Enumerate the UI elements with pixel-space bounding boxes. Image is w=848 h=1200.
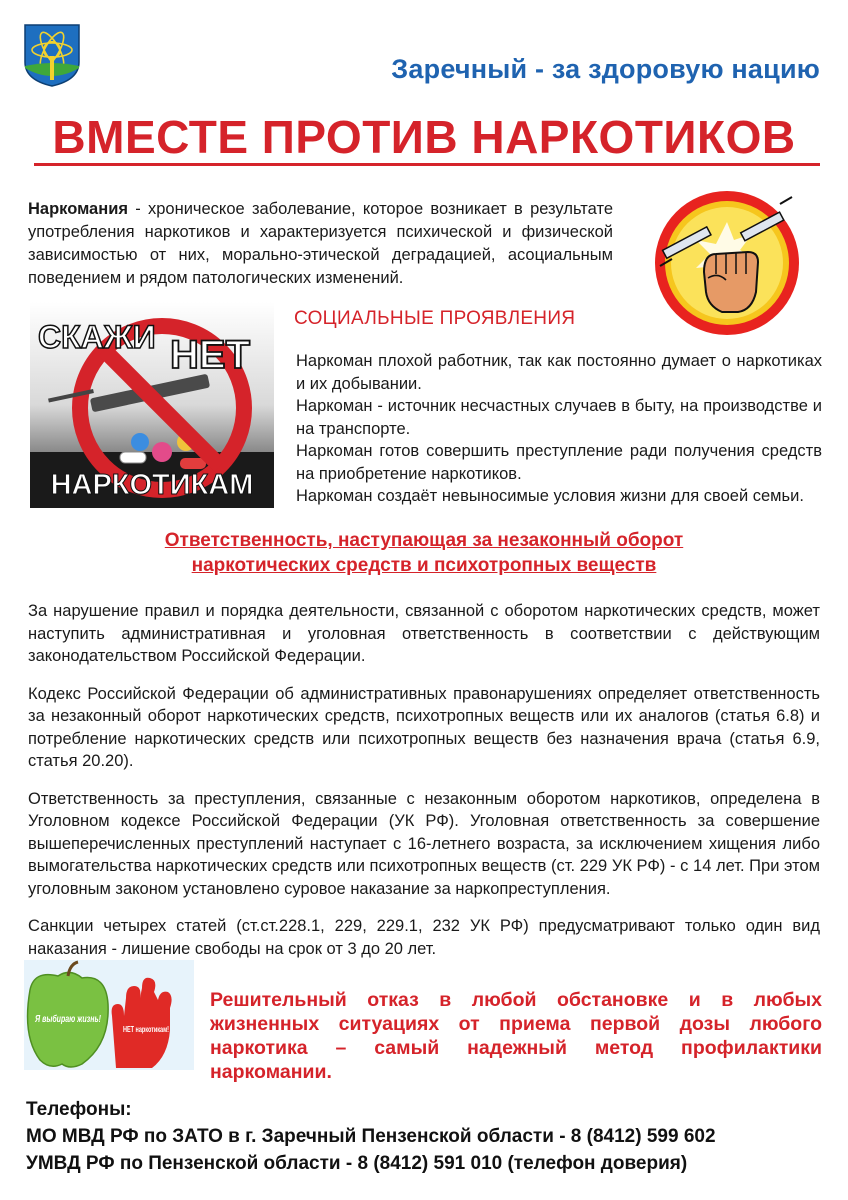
- responsibility-title: [0, 528, 848, 578]
- poster-drugs-text: НАРКОТИКАМ: [50, 469, 254, 501]
- broken-syringe-fist-icon: [652, 188, 802, 338]
- title-divider: [34, 163, 820, 166]
- social-item: Наркоман готов совершить преступление ради получения средств на приобретение наркотиков.: [296, 442, 822, 483]
- poster-say-text: СКАЖИ: [38, 319, 156, 355]
- social-list: [296, 350, 822, 508]
- law-paragraph: Санкции четырех статей (ст.ст.228.1, 229, 229.1, 232 УК РФ) предусматривают только один вид наказания - лишение свободы на срок от 3 до 20 лет.: [28, 917, 820, 958]
- phones-heading: Телефоны:: [26, 1099, 132, 1120]
- phone-line: УМВД РФ по Пензенской области - 8 (8412) 591 010 (телефон доверия): [26, 1153, 688, 1174]
- page-title: ВМЕСТЕ ПРОТИВ НАРКОТИКОВ: [52, 111, 796, 163]
- city-crest-icon: [22, 22, 82, 88]
- choose-life-apple-hand-image: [24, 960, 194, 1070]
- law-paragraph: Кодекс Российской Федерации об административных правонарушениях определяет ответственность за незаконный оборот наркотических средств, психотропных веществ или их аналогов (статья 6.8) и потребление наркотических средств или психотропных веществ без назначения врача (статья 6.9, статья 20.20).: [28, 684, 820, 770]
- social-item: Наркоман создаёт невыносимые условия жизни для своей семьи.: [296, 487, 804, 505]
- slogan: Заречный - за здоровую нацию: [391, 54, 820, 84]
- intro-definition: - хроническое заболевание, которое возникает в результате употребления наркотиков и характеризуется психической и физической зависимостью от них, морально-этической деградацией, асоциальным поведением и рядом патологических изменений.: [28, 200, 613, 287]
- say-no-to-drugs-poster: [30, 302, 274, 508]
- law-paragraph: Ответственность за преступления, связанные с незаконным оборотом наркотиков, определена в Уголовном кодексе Российской Федерации (УК РФ). Уголовная ответственность за совершение вышеперечисленных преступлений наступает с 16-летнего возраста, за исключением хищения либо вымогательства наркотических средств или психотропных веществ (ст. 229 УК РФ) - с 14 лет. При этом уголовным законом установлено суровое наказание за наркопреступления.: [28, 789, 820, 898]
- phone-line: МО МВД РФ по ЗАТО в г. Заречный Пензенской области - 8 (8412) 599 602: [26, 1126, 716, 1147]
- law-section: [28, 600, 820, 975]
- responsibility-title-line: наркотических средств и психотропных веществ: [191, 555, 657, 576]
- social-section-title: СОЦИАЛЬНЫЕ ПРОЯВЛЕНИЯ: [294, 308, 576, 329]
- call-to-action: Решительный отказ в любой обстановке и в любых жизненных ситуациях от приема первой дозы любого наркотика – самый надежный метод профилактики наркомании.: [210, 989, 822, 1083]
- responsibility-title-line: Ответственность, наступающая за незаконный оборот: [164, 530, 684, 551]
- intro-term: Наркомания: [28, 200, 128, 218]
- apple-text: Я выбираю жизнь!: [35, 1014, 129, 1025]
- social-item: Наркоман плохой работник, так как постоянно думает о наркотиках и их добывании.: [296, 352, 822, 393]
- law-paragraph: За нарушение правил и порядка деятельности, связанной с оборотом наркотических средств, может наступить административная и уголовная ответственность в соответствии с действующим законодательством Российской Федерации.: [28, 602, 820, 665]
- social-item: Наркоман - источник несчастных случаев в быту, на производстве и на транспорте.: [296, 397, 822, 438]
- phones-block: [26, 1096, 826, 1177]
- intro-paragraph: [28, 198, 613, 290]
- poster-no-text: НЕТ: [170, 333, 250, 377]
- hand-text: НЕТ наркотикам!: [123, 1025, 169, 1034]
